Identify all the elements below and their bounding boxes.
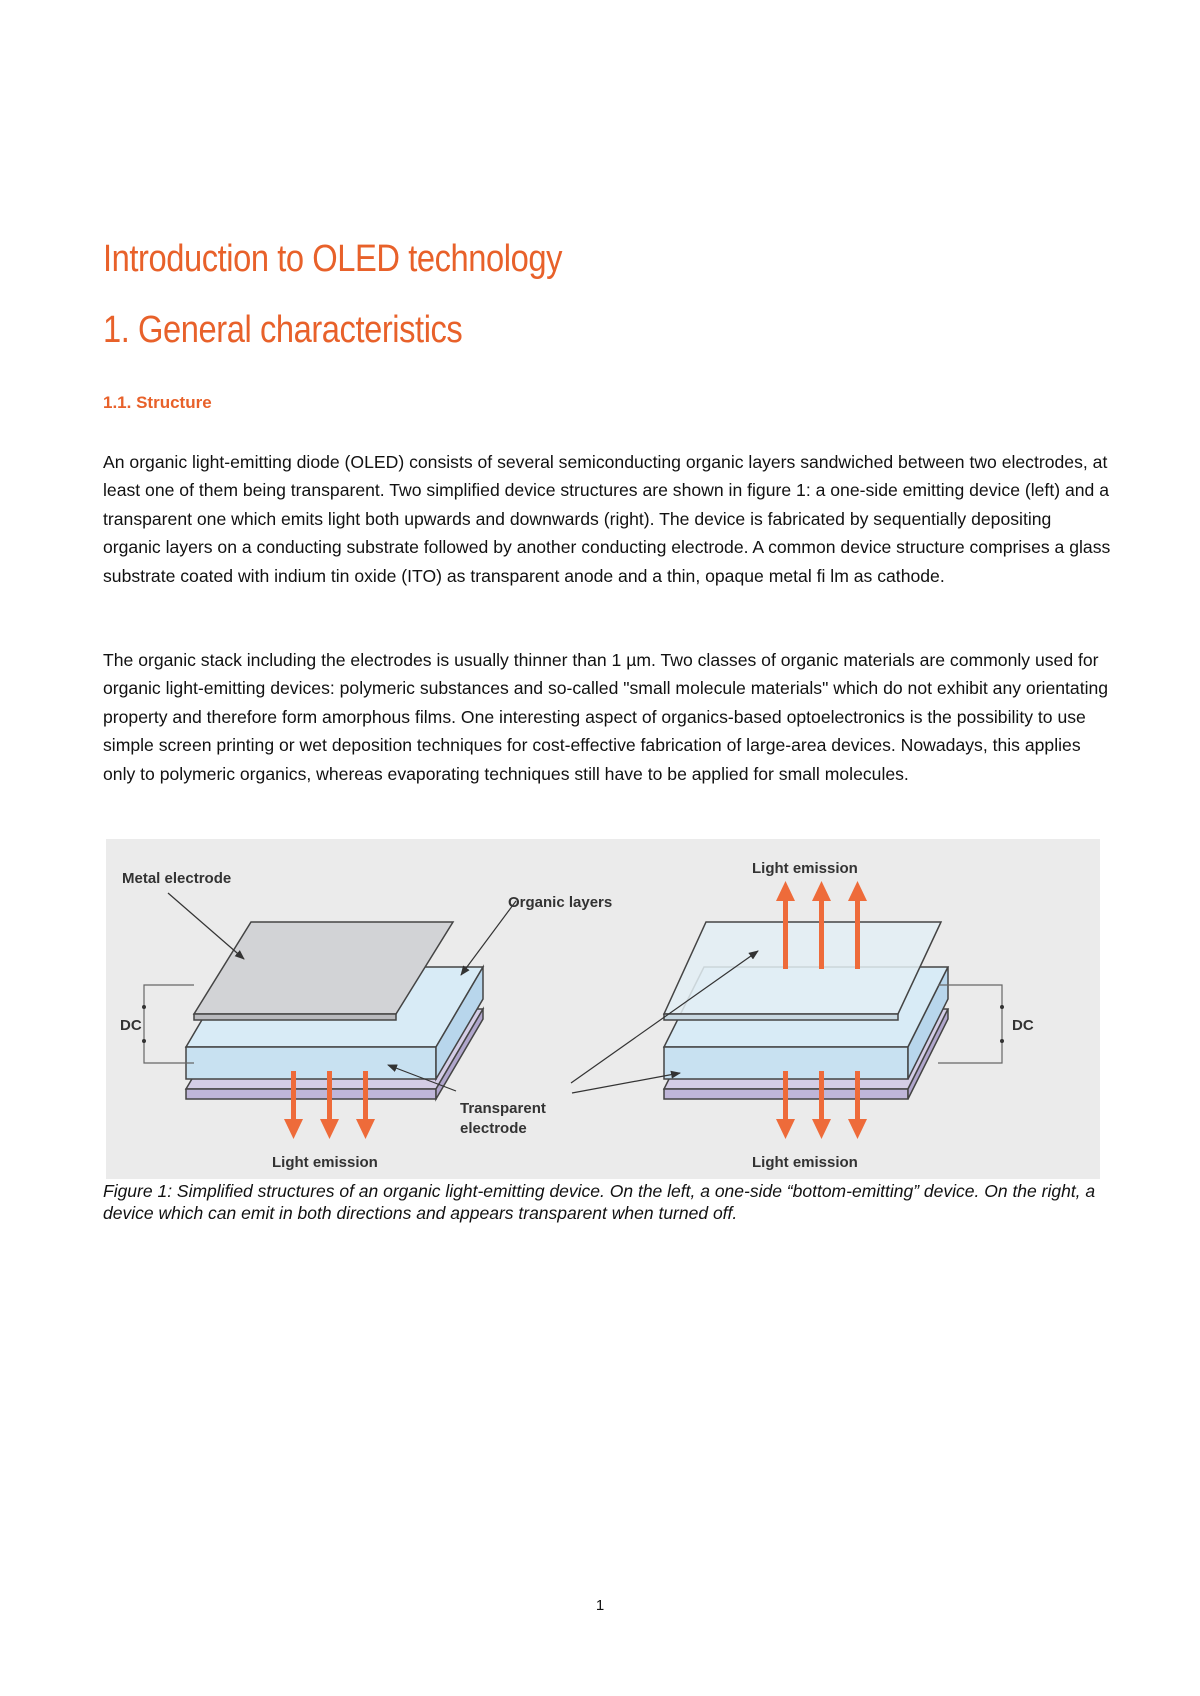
document-title: Introduction to OLED technology: [103, 238, 562, 280]
transparent-electrode-label: Transparent: [460, 1100, 546, 1117]
light-emission-label-bottom-right: Light emission: [752, 1154, 858, 1171]
dc-label-right: DC: [1012, 1017, 1034, 1034]
light-emission-label-top-right: Light emission: [752, 860, 858, 877]
section-title: 1. General characteristics: [103, 309, 463, 351]
right-dc-terminal: [1000, 1005, 1004, 1009]
page-number: 1: [595, 1597, 605, 1614]
dc-label-left: DC: [120, 1017, 142, 1034]
left-dc-terminal: [142, 1039, 146, 1043]
body-paragraph: An organic light-emitting diode (OLED) consists of several semiconducting organic layers sandwiched between two electrodes, at least one of them being transparent. Two simplified device structures are shown in figure 1: a one-side emitting device (left) and a transparent one which emits light both upwards and downwards (right). The device is fabricated by sequentially depositing organic layers on a conducting substrate followed by another conducting electrode. A common device structure comprises a glass substrate coated with indium tin oxide (ITO) as transparent anode and a thin, opaque metal fi lm as cathode.: [103, 452, 1111, 586]
metal-electrode-label: Metal electrode: [122, 870, 232, 887]
oled-structure-figure: [106, 839, 1100, 1179]
body-paragraph: The organic stack including the electrodes is usually thinner than 1 µm. Two classes of organic materials are commonly used for organic light-emitting devices: polymeric substances and so-called "small molecule materials" which do not exhibit any orientating property and therefore form amorphous films. One interesting aspect of organics-based optoelectronics is the possibility to use simple screen printing or wet deposition techniques for cost-effective fabrication of large-area devices. Nowadays, this applies only to polymeric organics, whereas evaporating techniques still have to be applied for small molecules.: [103, 650, 1109, 784]
subsection-title: 1.1. Structure: [103, 393, 212, 412]
right-transparent-top-electrode: [664, 922, 941, 1020]
organic-layers-label: Organic layers: [508, 894, 613, 911]
left-dc-terminal: [142, 1005, 146, 1009]
transparent-electrode-label-2: electrode: [460, 1120, 527, 1137]
right-dc-terminal: [1000, 1039, 1004, 1043]
light-emission-label-left: Light emission: [272, 1154, 378, 1171]
figure-caption: Figure 1: Simplified structures of an organic light-emitting device. On the left, a one-side “bottom-emitting” device. On the right, a device which can emit in both directions and appears transparent when turned off.: [103, 1181, 1096, 1223]
